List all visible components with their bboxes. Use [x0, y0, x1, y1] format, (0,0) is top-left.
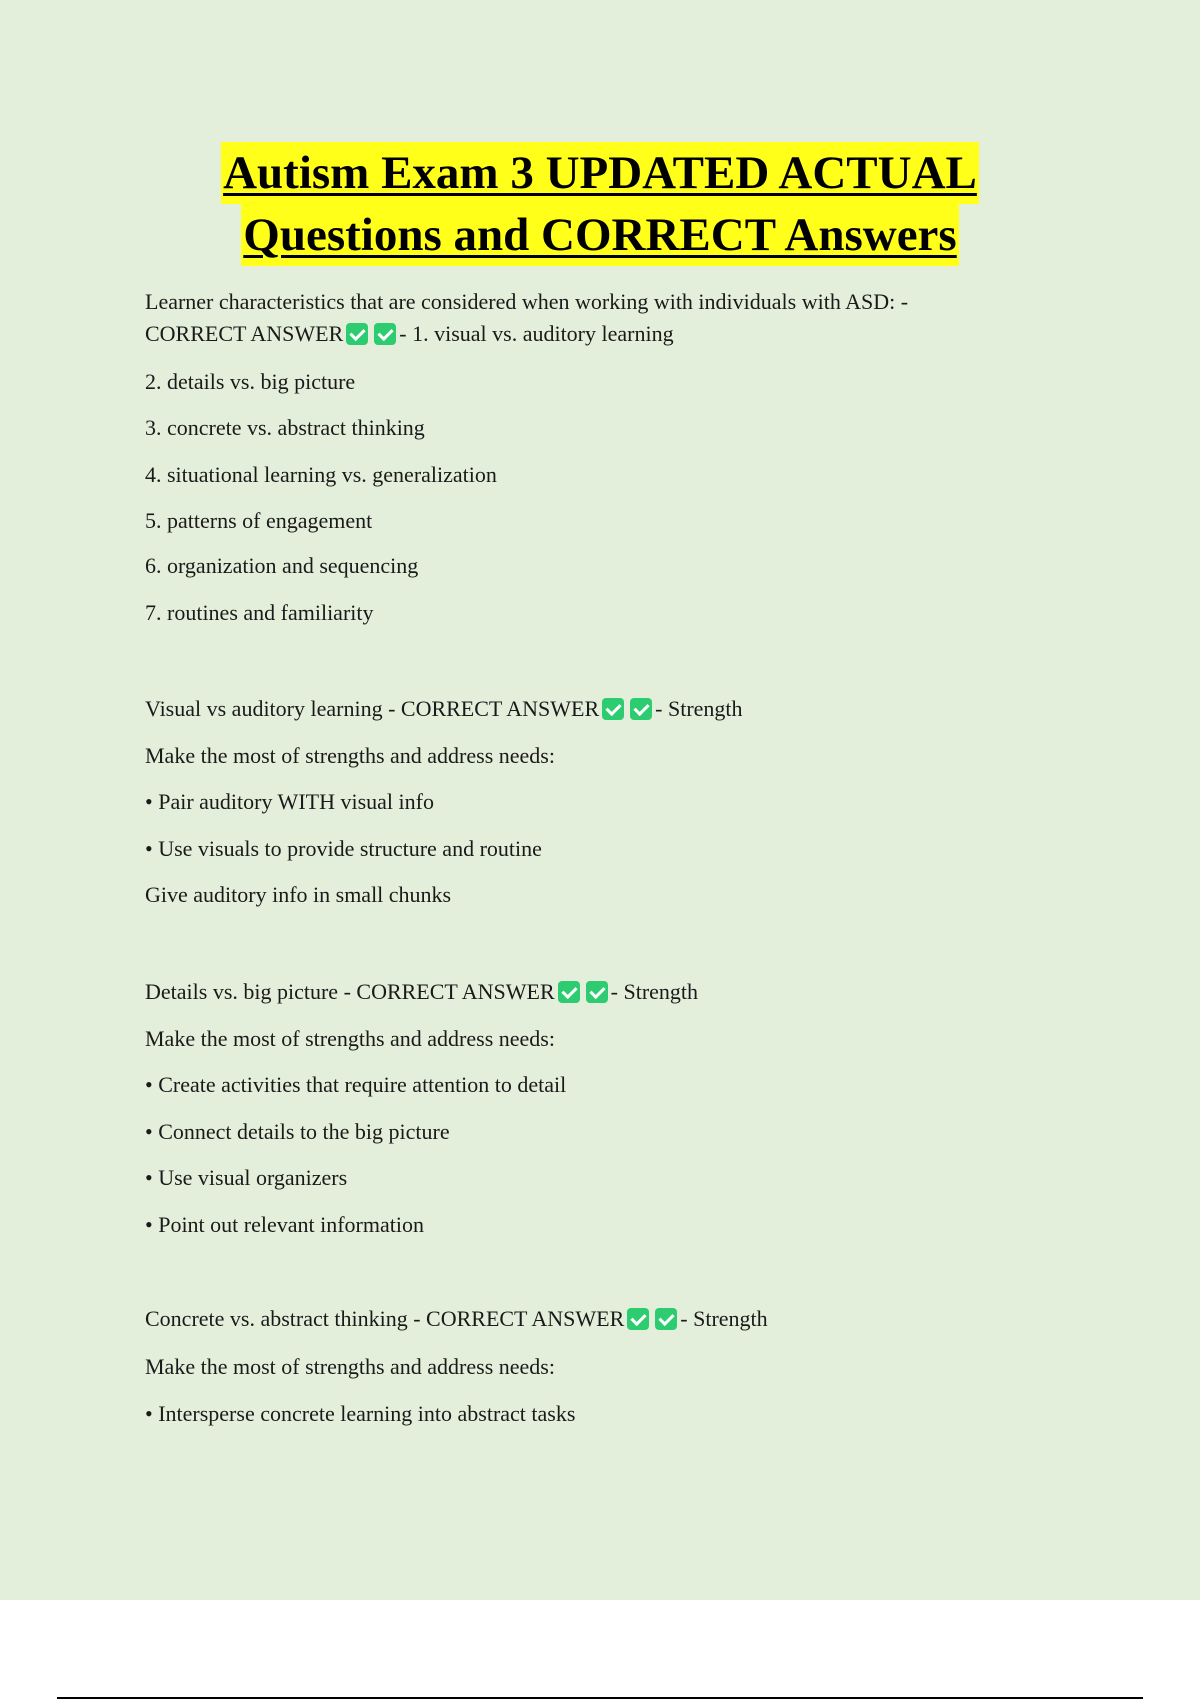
answer-line: • Create activities that require attention to detail [145, 1072, 567, 1097]
check-icon [630, 698, 652, 720]
check-icon [558, 981, 580, 1003]
answer-line: Make the most of strengths and address needs: [145, 743, 555, 768]
check-icon [346, 323, 368, 345]
title-line-1: Autism Exam 3 UPDATED ACTUAL [221, 142, 979, 204]
answer-label: CORRECT ANSWER [145, 321, 344, 346]
answer-line: Make the most of strengths and address needs: [145, 1026, 555, 1051]
answer-line: • Use visuals to provide structure and routine [145, 836, 542, 861]
question-text: Learner characteristics that are considered when working with individuals with ASD: - [145, 289, 909, 314]
list-item: 3. concrete vs. abstract thinking [145, 415, 425, 440]
list-item: 4. situational learning vs. generalization [145, 462, 497, 487]
question-text: Details vs. big picture - CORRECT ANSWER [145, 979, 555, 1004]
check-icon [602, 698, 624, 720]
list-item: 2. details vs. big picture [145, 369, 356, 394]
answer-line [145, 318, 674, 350]
list-item: 6. organization and sequencing [145, 553, 419, 578]
check-icon [655, 1308, 677, 1330]
answer-line: Make the most of strengths and address needs: [145, 1354, 555, 1379]
answer-line: • Point out relevant information [145, 1212, 424, 1237]
list-item: 5. patterns of engagement [145, 508, 373, 533]
question-line [145, 976, 698, 1008]
answer-text: - Strength [680, 1306, 768, 1331]
document-title [0, 142, 1200, 266]
question-text: Concrete vs. abstract thinking - CORRECT ANSWER [145, 1306, 625, 1331]
check-icon [374, 323, 396, 345]
answer-line: • Intersperse concrete learning into abstract tasks [145, 1401, 576, 1426]
list-item: 7. routines and familiarity [145, 600, 374, 625]
answer-text: - Strength [610, 979, 699, 1004]
question-text: Visual vs auditory learning - CORRECT ANSWER [145, 696, 600, 721]
answer-line: • Pair auditory WITH visual info [145, 789, 434, 814]
check-icon [627, 1308, 649, 1330]
title-line-2: Questions and CORRECT Answers [241, 204, 958, 266]
answer-line: • Connect details to the big picture [145, 1119, 450, 1144]
answer-line: • Use visual organizers [145, 1165, 348, 1190]
answer-text: - 1. visual vs. auditory learning [399, 321, 674, 346]
answer-text: - Strength [655, 696, 743, 721]
question-line [145, 693, 743, 725]
check-icon [586, 981, 608, 1003]
footer-divider [57, 1697, 1143, 1699]
answer-line: Give auditory info in small chunks [145, 882, 452, 907]
question-line [145, 1303, 768, 1335]
